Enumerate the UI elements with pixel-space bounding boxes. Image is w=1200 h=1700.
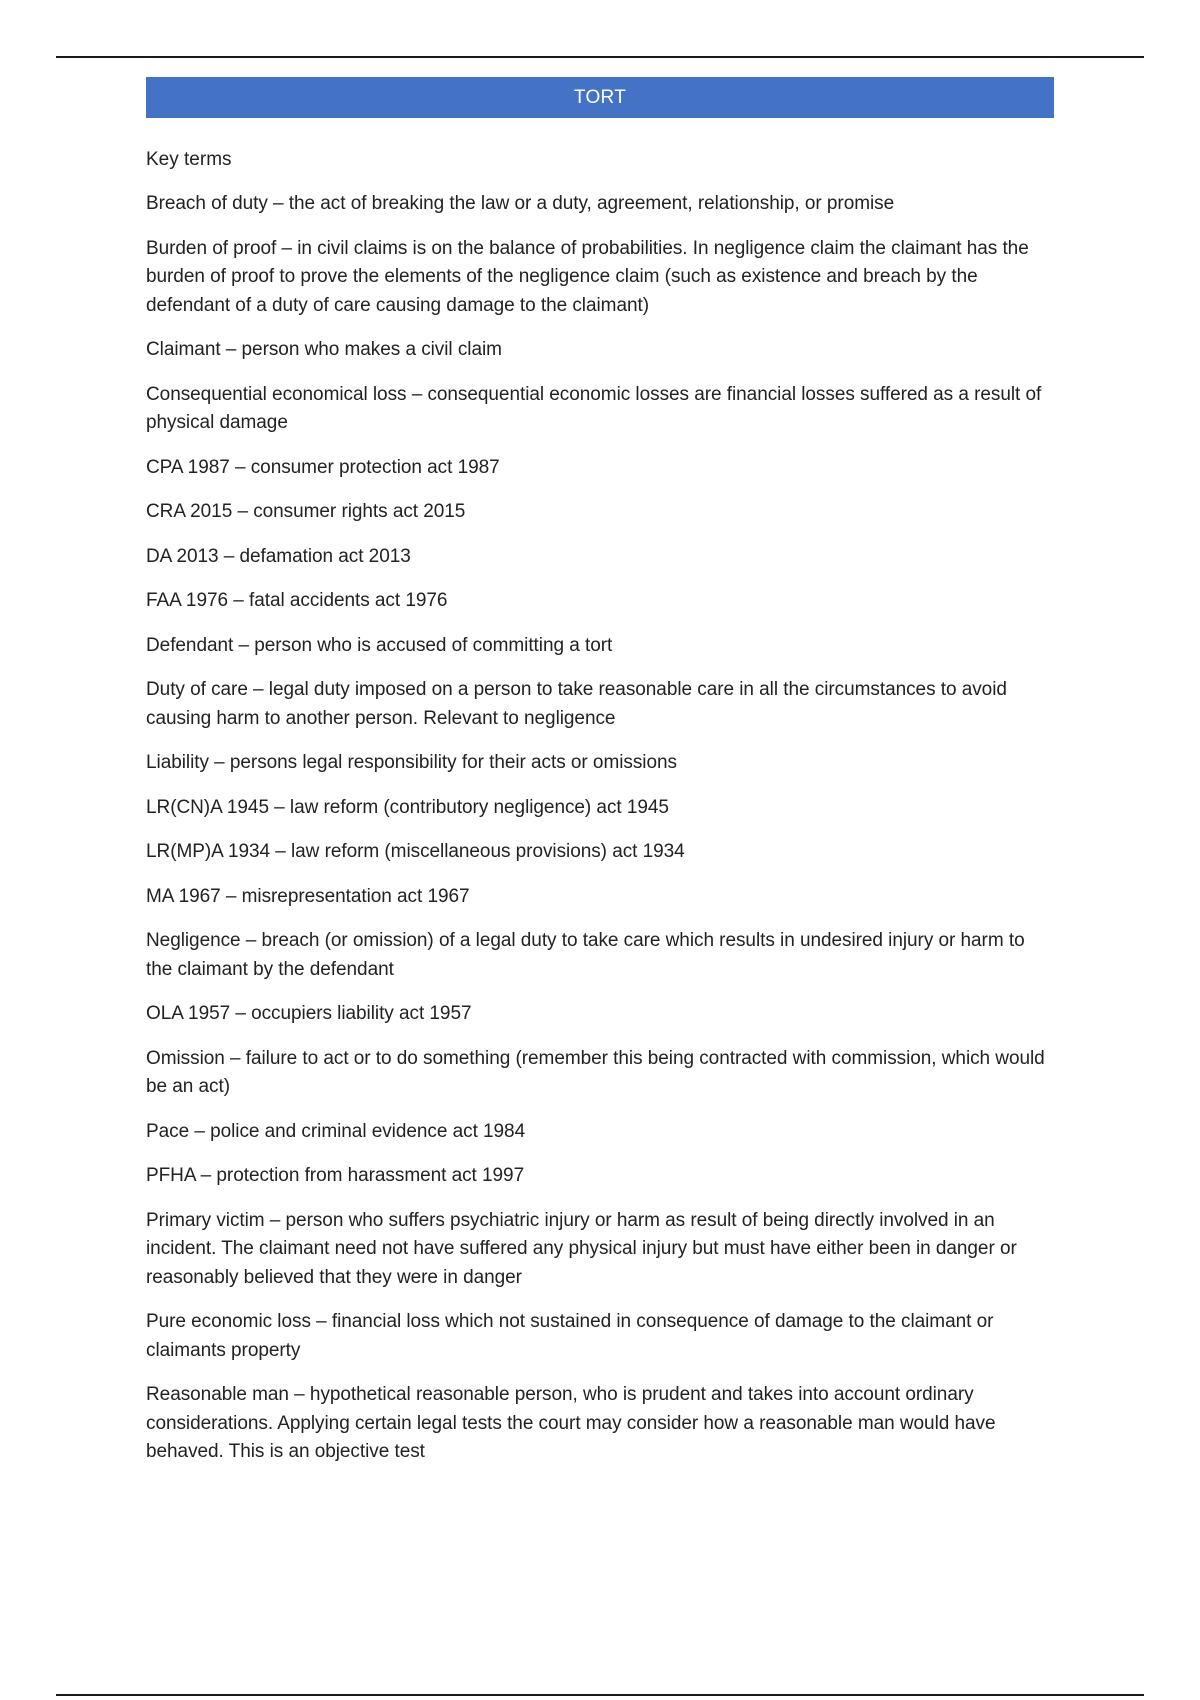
- term-omission: Omission – failure to act or to do something (remember this being contracted with commission, which would be an act): [146, 1047, 1045, 1097]
- term-duty-of-care: Duty of care – legal duty imposed on a person to take reasonable care in all the circumstances to avoid causing harm to another person. Relevant to negligence: [146, 679, 1007, 729]
- term-lrmpa-1934: LR(MP)A 1934 – law reform (miscellaneous provisions) act 1934: [146, 841, 685, 862]
- term-reasonable-man: Reasonable man – hypothetical reasonable person, who is prudent and takes into account ordinary considerations. Applying certain legal tests the court may consider how a reasonable man would have behaved. This is an objective test: [146, 1384, 996, 1462]
- term-cpa-1987: CPA 1987 – consumer protection act 1987: [146, 456, 500, 478]
- term-faa-1976: FAA 1976 – fatal accidents act 1976: [146, 590, 448, 611]
- term-claimant: Claimant – person who makes a civil claim: [146, 339, 502, 360]
- footer-rule: [56, 1694, 1144, 1696]
- document-title: TORT: [573, 86, 627, 108]
- term-consequential-economical-loss: Consequential economical loss – consequential economic losses are financial losses suffered as a result of physical damage: [146, 383, 1042, 433]
- term-ma-1967: MA 1967 – misrepresentation act 1967: [146, 885, 470, 907]
- term-negligence: Negligence – breach (or omission) of a legal duty to take care which results in undesired injury or harm to the claimant by the defendant: [146, 930, 1025, 980]
- term-lrcna-1945: LR(CN)A 1945 – law reform (contributory negligence) act 1945: [146, 796, 669, 818]
- term-cra-2015: CRA 2015 – consumer rights act 2015: [146, 501, 466, 522]
- term-pace: Pace – police and criminal evidence act 1984: [146, 1120, 526, 1142]
- term-breach-of-duty: Breach of duty – the act of breaking the law or a duty, agreement, relationship, or promise: [146, 193, 895, 214]
- term-burden-of-proof: Burden of proof – in civil claims is on the balance of probabilities. In negligence claim the claimant has the burden of proof to prove the elements of the negligence claim (such as existence and breach by the defendant of a duty of care causing damage to the claimant): [146, 237, 1029, 316]
- document-page: [146, 77, 1054, 1483]
- term-da-2013: DA 2013 – defamation act 2013: [146, 545, 411, 567]
- section-heading-key-terms: Key terms: [146, 149, 232, 170]
- header-rule: [56, 56, 1144, 58]
- term-pfha: PFHA – protection from harassment act 1997: [146, 1165, 525, 1186]
- term-ola-1957: OLA 1957 – occupiers liability act 1957: [146, 1003, 472, 1024]
- term-primary-victim: Primary victim – person who suffers psychiatric injury or harm as result of being directly involved in an incident. The claimant need not have suffered any physical injury but must have either been in danger or reasonably believed that they were in danger: [146, 1209, 1017, 1288]
- title-banner: [146, 77, 1054, 118]
- term-pure-economic-loss: Pure economic loss – financial loss which not sustained in consequence of damage to the claimant or claimants property: [146, 1311, 994, 1361]
- term-liability: Liability – persons legal responsibility for their acts or omissions: [146, 752, 677, 773]
- key-terms-list: [146, 190, 1054, 1467]
- term-defendant: Defendant – person who is accused of committing a tort: [146, 634, 613, 656]
